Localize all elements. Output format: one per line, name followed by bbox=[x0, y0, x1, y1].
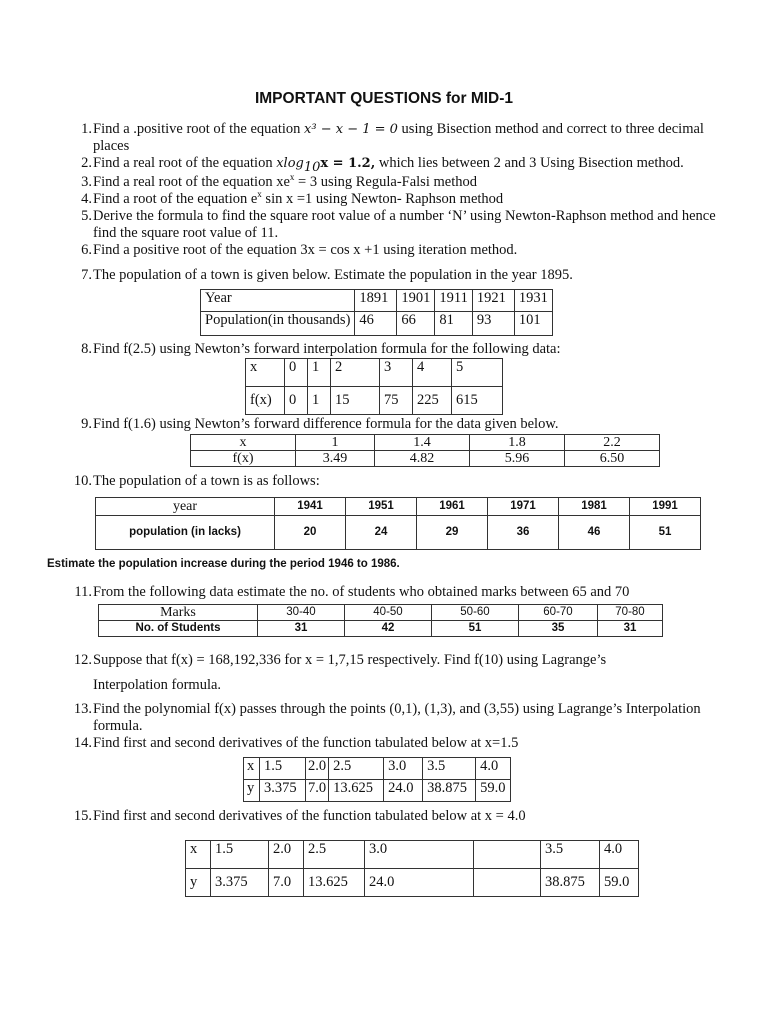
question-text: The population of a town is given below. Estimate the population in the year 1895. bbox=[93, 267, 573, 283]
table-cell: 15 bbox=[331, 387, 380, 415]
table-cell: 20 bbox=[275, 516, 346, 550]
question-text: Find a real root of the equation xe bbox=[93, 174, 290, 190]
table-cell: 615 bbox=[452, 387, 503, 415]
question-number: 8. bbox=[81, 341, 92, 357]
table-cell: 50-60 bbox=[432, 605, 519, 621]
population-table-q10 bbox=[95, 497, 701, 550]
table-cell: 1 bbox=[308, 359, 331, 387]
question-7 bbox=[70, 267, 730, 284]
table-cell: 2 bbox=[331, 359, 380, 387]
question-text: The population of a town is as follows: bbox=[93, 473, 320, 489]
table-cell: 13.625 bbox=[329, 780, 384, 802]
table-cell bbox=[474, 869, 541, 897]
table-cell: x bbox=[246, 359, 285, 387]
question-number: 7. bbox=[81, 267, 92, 283]
question-text: Find a root of the equation e bbox=[93, 191, 258, 207]
equation: x³ − x − 1 = 0 bbox=[304, 122, 398, 137]
table-cell: 3.375 bbox=[260, 780, 306, 802]
data-table-q8 bbox=[245, 358, 503, 415]
question-number: 12. bbox=[73, 652, 92, 668]
table-cell: 40-50 bbox=[345, 605, 432, 621]
table-cell: 7.0 bbox=[269, 869, 304, 897]
question-number: 4. bbox=[81, 191, 92, 207]
table-cell: 46 bbox=[559, 516, 630, 550]
table-cell: 4.0 bbox=[476, 758, 511, 780]
table-cell: year bbox=[96, 498, 275, 516]
question-text: Find the polynomial f(x) passes through the points (0,1), (1,3), and (3,55) using Lagrange’s Interpolation formula. bbox=[93, 701, 701, 734]
question-8 bbox=[70, 341, 730, 358]
question-5 bbox=[70, 208, 730, 242]
table-cell: 42 bbox=[345, 621, 432, 637]
table-cell: 1 bbox=[308, 387, 331, 415]
estimate-instruction: Estimate the population increase during the period 1946 to 1986. bbox=[47, 558, 400, 570]
table-cell: 5 bbox=[452, 359, 503, 387]
table-cell: x bbox=[244, 758, 260, 780]
table-cell: 36 bbox=[488, 516, 559, 550]
table-cell: 66 bbox=[397, 312, 435, 336]
table-cell: 1 bbox=[296, 435, 375, 451]
question-number: 9. bbox=[81, 416, 92, 432]
question-10 bbox=[70, 473, 730, 490]
table-cell: 4.82 bbox=[375, 451, 470, 467]
question-text: Derive the formula to find the square root value of a number ‘N’ using Newton-Raphson method and hence find the square root value of 11. bbox=[93, 208, 716, 241]
marks-table-q11 bbox=[98, 604, 663, 637]
data-table-q14 bbox=[243, 757, 511, 802]
table-cell: 51 bbox=[630, 516, 701, 550]
table-cell: 1.5 bbox=[260, 758, 306, 780]
question-number: 13. bbox=[73, 701, 92, 717]
question-2 bbox=[70, 155, 730, 175]
question-text: sin x =1 using Newton- Raphson method bbox=[261, 191, 504, 207]
question-15 bbox=[70, 808, 730, 825]
table-cell: 1.4 bbox=[375, 435, 470, 451]
question-text: Find f(1.6) using Newton’s forward difference formula for the data given below. bbox=[93, 416, 559, 432]
table-cell: Year bbox=[201, 290, 355, 312]
table-cell: 2.5 bbox=[304, 841, 365, 869]
question-text: Find a .positive root of the equation bbox=[93, 121, 305, 137]
table-cell: x bbox=[191, 435, 296, 451]
table-cell: 3.375 bbox=[211, 869, 269, 897]
question-text: Suppose that f(x) = 168,192,336 for x = 1,7,15 respectively. Find f(10) using Lagrange’s bbox=[93, 652, 607, 668]
question-text: which lies between 2 and 3 Using Bisection method. bbox=[375, 155, 684, 171]
table-cell: 24 bbox=[346, 516, 417, 550]
table-cell: 75 bbox=[380, 387, 413, 415]
table-cell: Marks bbox=[99, 605, 258, 621]
question-text: Find first and second derivatives of the function tabulated below at x = 4.0 bbox=[93, 808, 526, 824]
table-cell: 225 bbox=[413, 387, 452, 415]
table-cell: 81 bbox=[435, 312, 472, 336]
table-cell: 1961 bbox=[417, 498, 488, 516]
question-3 bbox=[70, 174, 730, 191]
question-14 bbox=[70, 735, 730, 752]
table-cell: 38.875 bbox=[423, 780, 476, 802]
question-text: Interpolation formula. bbox=[93, 677, 222, 693]
table-cell: 1991 bbox=[630, 498, 701, 516]
table-cell: 6.50 bbox=[565, 451, 660, 467]
table-cell bbox=[474, 841, 541, 869]
table-cell: 1931 bbox=[514, 290, 552, 312]
table-cell: 4 bbox=[413, 359, 452, 387]
table-cell: 3.5 bbox=[541, 841, 600, 869]
data-table-q15 bbox=[185, 840, 639, 897]
table-cell: 3.0 bbox=[384, 758, 423, 780]
table-cell: y bbox=[186, 869, 211, 897]
question-number: 1. bbox=[81, 121, 92, 137]
table-cell: 24.0 bbox=[365, 869, 474, 897]
question-text: Find f(2.5) using Newton’s forward interpolation formula for the following data: bbox=[93, 341, 561, 357]
table-cell: 5.96 bbox=[470, 451, 565, 467]
table-cell: 1971 bbox=[488, 498, 559, 516]
superscript: x bbox=[289, 172, 295, 183]
table-cell: 3 bbox=[380, 359, 413, 387]
table-cell: 3.0 bbox=[365, 841, 474, 869]
equation: xlog bbox=[276, 156, 304, 171]
question-number: 3. bbox=[81, 174, 92, 190]
question-4 bbox=[70, 191, 730, 208]
table-cell: 1911 bbox=[435, 290, 472, 312]
table-cell: 4.0 bbox=[600, 841, 639, 869]
question-text: = 3 using Regula-Falsi method bbox=[294, 174, 477, 190]
table-cell: 38.875 bbox=[541, 869, 600, 897]
table-cell: 1901 bbox=[397, 290, 435, 312]
table-cell: 0 bbox=[285, 359, 308, 387]
table-cell: 1951 bbox=[346, 498, 417, 516]
table-cell: 7.0 bbox=[306, 780, 329, 802]
table-cell: 93 bbox=[472, 312, 514, 336]
table-cell: 29 bbox=[417, 516, 488, 550]
table-cell: 31 bbox=[258, 621, 345, 637]
question-number: 5. bbox=[81, 208, 92, 224]
table-cell: f(x) bbox=[191, 451, 296, 467]
table-cell: 1.5 bbox=[211, 841, 269, 869]
table-cell: 1941 bbox=[275, 498, 346, 516]
question-text: Find first and second derivatives of the function tabulated below at x=1.5 bbox=[93, 735, 519, 751]
question-text: From the following data estimate the no. of students who obtained marks between 65 and 70 bbox=[93, 584, 630, 600]
table-cell: f(x) bbox=[246, 387, 285, 415]
table-cell: 1891 bbox=[355, 290, 397, 312]
question-number: 14. bbox=[73, 735, 92, 751]
table-cell: 2.5 bbox=[329, 758, 384, 780]
equation: x = 1.2, bbox=[320, 156, 376, 171]
question-text: using Bisection method and correct to three decimal places bbox=[93, 121, 704, 154]
question-number: 10. bbox=[73, 473, 92, 489]
question-1 bbox=[70, 121, 730, 155]
question-13 bbox=[70, 701, 730, 735]
table-cell: 3.49 bbox=[296, 451, 375, 467]
table-cell: 59.0 bbox=[600, 869, 639, 897]
question-11 bbox=[70, 584, 730, 601]
question-9 bbox=[70, 416, 730, 433]
question-12 bbox=[70, 652, 730, 694]
table-cell: 60-70 bbox=[519, 605, 598, 621]
table-cell: No. of Students bbox=[99, 621, 258, 637]
table-cell: 30-40 bbox=[258, 605, 345, 621]
table-cell: 51 bbox=[432, 621, 519, 637]
question-text: Find a positive root of the equation 3x = cos x +1 using iteration method. bbox=[93, 242, 518, 258]
table-cell: 1981 bbox=[559, 498, 630, 516]
table-cell: 1.8 bbox=[470, 435, 565, 451]
table-cell: 101 bbox=[514, 312, 552, 336]
question-number: 6. bbox=[81, 242, 92, 258]
question-text: Find a real root of the equation bbox=[93, 155, 277, 171]
table-cell: 59.0 bbox=[476, 780, 511, 802]
table-cell: 70-80 bbox=[598, 605, 663, 621]
table-cell: 2.0 bbox=[269, 841, 304, 869]
question-number: 2. bbox=[81, 155, 92, 171]
table-cell: Population(in thousands) bbox=[201, 312, 355, 336]
table-cell: 46 bbox=[355, 312, 397, 336]
table-cell: y bbox=[244, 780, 260, 802]
equation-subscript: 10 bbox=[303, 159, 321, 175]
table-cell: 24.0 bbox=[384, 780, 423, 802]
table-cell: 2.0 bbox=[306, 758, 329, 780]
table-cell: 13.625 bbox=[304, 869, 365, 897]
table-cell: 2.2 bbox=[565, 435, 660, 451]
superscript: x bbox=[257, 189, 262, 200]
page-title: IMPORTANT QUESTIONS for MID-1 bbox=[254, 90, 514, 107]
table-cell: 0 bbox=[285, 387, 308, 415]
table-cell: 3.5 bbox=[423, 758, 476, 780]
table-cell: 1921 bbox=[472, 290, 514, 312]
question-6 bbox=[70, 242, 730, 259]
table-cell: 35 bbox=[519, 621, 598, 637]
question-number: 15. bbox=[73, 808, 92, 824]
table-cell: 31 bbox=[598, 621, 663, 637]
data-table-q9 bbox=[190, 434, 660, 467]
table-cell: x bbox=[186, 841, 211, 869]
question-number: 11. bbox=[74, 584, 92, 600]
population-table-q7 bbox=[200, 289, 553, 336]
table-cell: population (in lacks) bbox=[96, 516, 275, 550]
